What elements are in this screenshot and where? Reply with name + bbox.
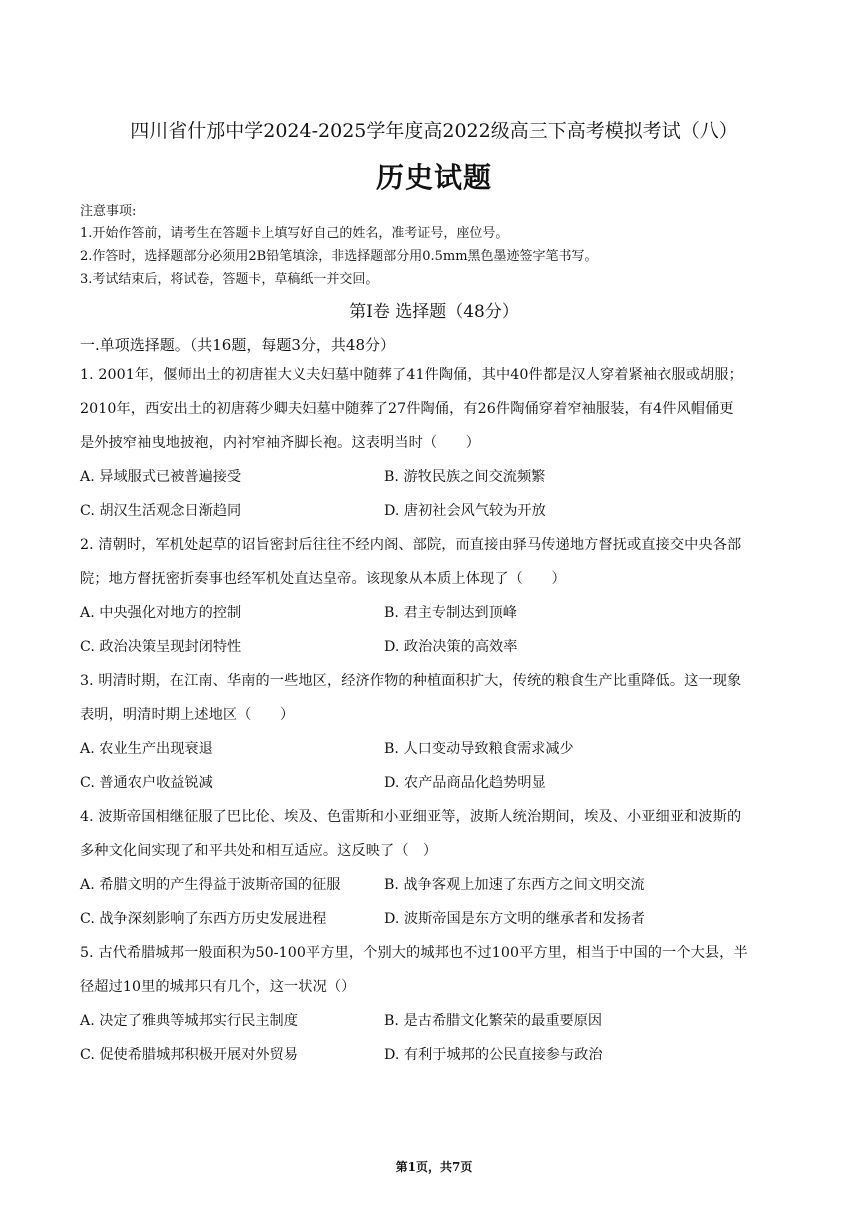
question-3-option-a: A. 农业生产出现衰退 xyxy=(80,741,213,757)
question-3-line: 表明，明清时期上述地区（ ） xyxy=(80,707,295,723)
question-1-line: 是外披窄袖曳地披袍，内衬窄袖齐脚长袍。这表明当时（ ） xyxy=(80,435,481,451)
question-1-option-d: D. 唐初社会风气较为开放 xyxy=(384,503,546,519)
question-3-option-c: C. 普通农户收益锐减 xyxy=(80,775,213,791)
question-3-line: 3. 明清时期，在江南、华南的一些地区，经济作物的种植面积扩大，传统的粮食生产比重降低。这一现象 xyxy=(80,673,742,689)
question-1-option-b: B. 游牧民族之间交流频繁 xyxy=(384,469,546,485)
question-3-option-d: D. 农产品商品化趋势明显 xyxy=(384,775,546,791)
question-1-line: 2010年，西安出土的初唐蒋少卿夫妇墓中随葬了27件陶俑，有26件陶俑穿着窄袖服装，有4件风帽俑更 xyxy=(80,401,734,417)
question-2-option-d: D. 政治决策的高效率 xyxy=(384,639,518,655)
question-4-option-b: B. 战争客观上加速了东西方之间文明交流 xyxy=(384,877,645,893)
question-5-line: 径超过10里的城邦只有几个，这一状况（） xyxy=(80,979,356,995)
question-1-line: 1. 2001年，偃师出土的初唐崔大义夫妇墓中随葬了41件陶俑，其中40件都是汉人穿着紧袖衣服或胡服； xyxy=(80,367,743,383)
question-1-option-c: C. 胡汉生活观念日渐趋同 xyxy=(80,503,242,519)
question-4-line: 4. 波斯帝国相继征服了巴比伦、埃及、色雷斯和小亚细亚等，波斯人统治期间，埃及、小亚细亚和波斯的 xyxy=(80,809,742,825)
question-2-line: 院；地方督抚密折奏事也经军机处直达皇帝。该现象从本质上体现了（ ） xyxy=(80,571,566,587)
question-4-option-c: C. 战争深刻影响了东西方历史发展进程 xyxy=(80,911,327,927)
notes-heading: 注意事项: xyxy=(80,204,137,219)
question-4-line: 多种文化间实现了和平共处和相互适应。这反映了（ ） xyxy=(80,843,438,859)
exam-subject: 历史试题 xyxy=(375,161,492,194)
question-2-option-c: C. 政治决策呈现封闭特性 xyxy=(80,639,242,655)
page-number: 第1页，共7页 xyxy=(395,1160,473,1174)
question-4-option-a: A. 希腊文明的产生得益于波斯帝国的征服 xyxy=(80,877,341,893)
note-item: 1.开始作答前，请考生在答题卡上填写好自己的姓名，准考证号，座位号。 xyxy=(80,226,509,241)
question-5-option-c: C. 促使希腊城邦积极开展对外贸易 xyxy=(80,1047,298,1063)
question-2-option-b: B. 君主专制达到顶峰 xyxy=(384,605,517,621)
note-item: 2.作答时，选择题部分必须用2B铅笔填涂，非选择题部分用0.5mm黑色墨迹签字笔书写。 xyxy=(80,249,598,264)
exam-title: 四川省什邡中学2024-2025学年度高2022级高三下高考模拟考试（八） xyxy=(130,120,738,142)
question-5-option-b: B. 是古希腊文化繁荣的最重要原因 xyxy=(384,1013,603,1029)
question-4-option-d: D. 波斯帝国是东方文明的继承者和发扬者 xyxy=(384,911,646,927)
section-title: 第I卷 选择题（48分） xyxy=(349,302,519,322)
question-2-line: 2. 清朝时，军机处起草的诏旨密封后往往不经内阁、部院，而直接由驿马传递地方督抚或直接交中央各部 xyxy=(80,537,742,553)
question-5-line: 5. 古代希腊城邦一般面积为50-100平方里，个别大的城邦也不过100平方里，相当于中国的一个大县，半 xyxy=(80,945,748,961)
question-2-option-a: A. 中央强化对地方的控制 xyxy=(80,605,242,621)
question-5-option-d: D. 有利于城邦的公民直接参与政治 xyxy=(384,1047,603,1063)
question-1-option-a: A. 异域服式已被普遍接受 xyxy=(80,469,242,485)
note-item: 3.考试结束后，将试卷，答题卡，草稿纸一并交回。 xyxy=(80,272,379,287)
question-5-option-a: A. 决定了雅典等城邦实行民主制度 xyxy=(80,1013,298,1029)
question-3-option-b: B. 人口变动导致粮食需求减少 xyxy=(384,741,574,757)
part-title: 一.单项选择题。（共16题，每题3分，共48分） xyxy=(80,336,395,354)
